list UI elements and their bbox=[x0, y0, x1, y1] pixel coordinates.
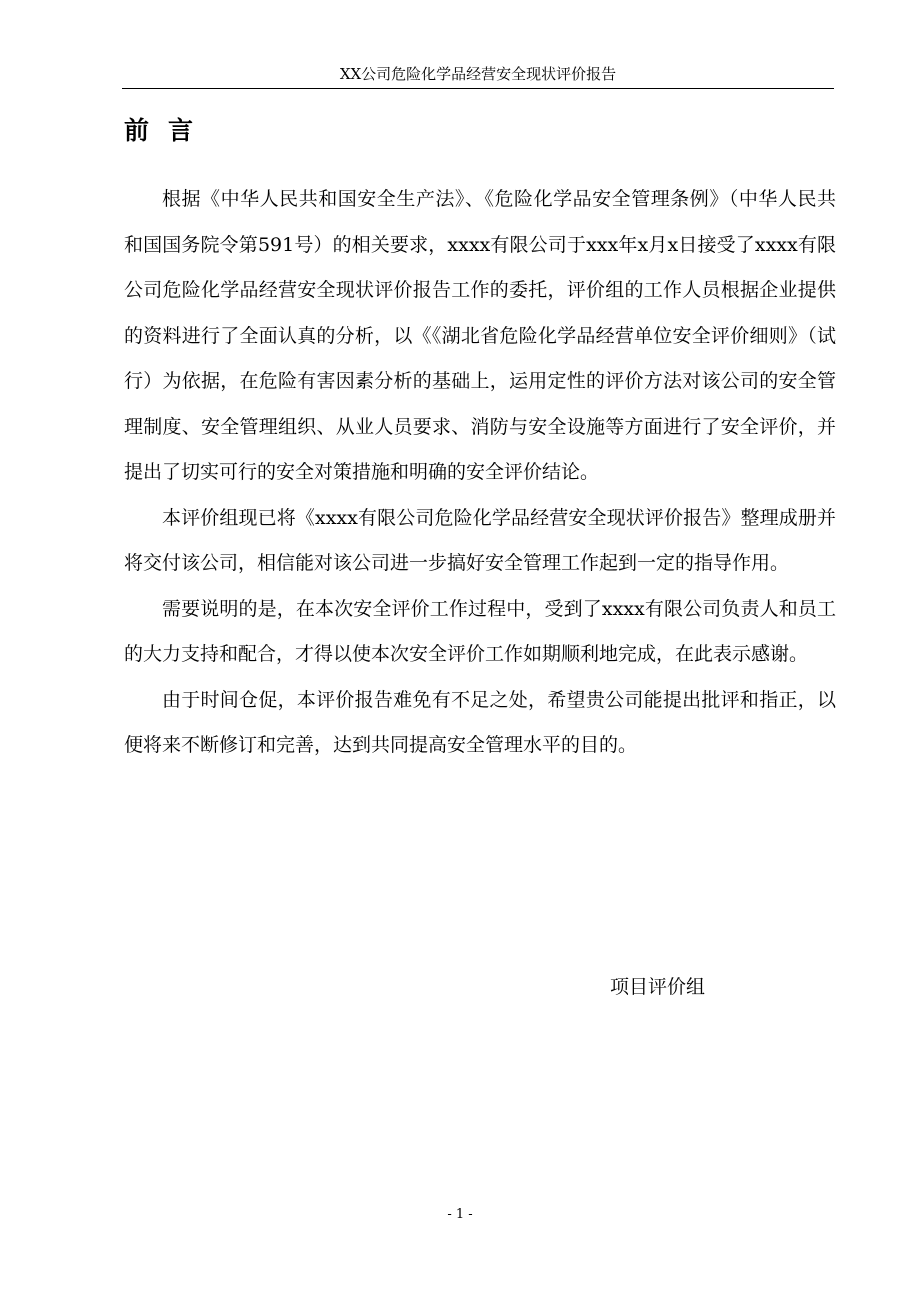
paragraph-3: 需要说明的是，在本次安全评价工作过程中，受到了xxxx有限公司负责人和员工的大力支持和配合，才得以使本次安全评价工作如期顺利地完成，在此表示感谢。 bbox=[124, 597, 836, 665]
header-rule bbox=[122, 88, 834, 89]
section-heading: 前言 bbox=[124, 116, 213, 145]
body-text bbox=[124, 177, 836, 769]
paragraph-4: 由于时间仓促，本评价报告难免有不足之处，希望贵公司能提出批评和指正，以便将来不断修订和完善，达到共同提高安全管理水平的目的。 bbox=[124, 688, 836, 756]
page-number: - 1 - bbox=[447, 1207, 473, 1222]
signature: 项目评价组 bbox=[610, 976, 706, 998]
paragraph-1: 根据《中华人民共和国安全生产法》、《危险化学品安全管理条例》（中华人民共和国国务院令第591号）的相关要求，xxxx有限公司于xxx年x月x日接受了xxxx有限公司危险化学品经营安全现状评价报告工作的委托，评价组的工作人员根据企业提供的资料进行了全面认真的分析，以《《湖北省危险化学品经营单位安全评价细则》（试行）为依据，在危险有害因素分析的基础上，运用定性的评价方法对该公司的安全管理制度、安全管理组织、从业人员要求、消防与安全设施等方面进行了安全评价，并提出了切实可行的安全对策措施和明确的安全评价结论。 bbox=[124, 188, 836, 483]
running-header: XX公司危险化学品经营安全现状评价报告 bbox=[339, 65, 617, 83]
paragraph-2: 本评价组现已将《xxxx有限公司危险化学品经营安全现状评价报告》整理成册并将交付该公司，相信能对该公司进一步搞好安全管理工作起到一定的指导作用。 bbox=[124, 506, 836, 574]
